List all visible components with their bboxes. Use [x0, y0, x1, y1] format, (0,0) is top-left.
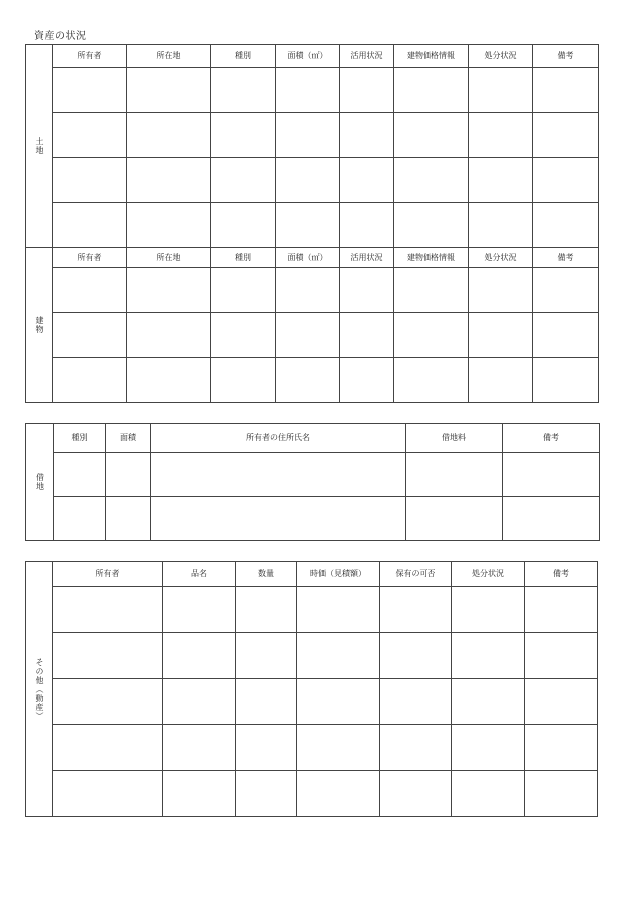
land-col-owner: 所有者 [53, 45, 127, 68]
land-cell-owner[interactable] [53, 158, 127, 203]
other-cell-quantity[interactable] [236, 679, 297, 725]
other-cell-quantity[interactable] [236, 587, 297, 633]
land-cell-type[interactable] [211, 158, 276, 203]
leased-land-cell-type[interactable] [54, 453, 106, 497]
leased-land-cell-owner-address[interactable] [151, 453, 406, 497]
land-col-remarks: 備考 [533, 45, 599, 68]
land-cell-location[interactable] [127, 68, 211, 113]
other-cell-owner[interactable] [53, 679, 163, 725]
other-col-market-value: 時価（見積額） [297, 562, 380, 587]
building-cell-price-info[interactable] [394, 358, 469, 403]
leased-land-col-remarks: 備考 [503, 424, 600, 453]
land-cell-remarks[interactable] [533, 158, 599, 203]
other-cell-owner[interactable] [53, 771, 163, 817]
table-row [26, 633, 598, 679]
other-cell-quantity[interactable] [236, 771, 297, 817]
land-col-usage: 活用状況 [340, 45, 394, 68]
other-col-retention: 保有の可否 [380, 562, 452, 587]
land-side-cell [26, 45, 53, 248]
leased-land-side-cell [26, 424, 54, 541]
table-row [26, 725, 598, 771]
building-cell-location[interactable] [127, 358, 211, 403]
land-cell-area[interactable] [276, 113, 340, 158]
other-cell-market-value[interactable] [297, 771, 380, 817]
leased-land-col-owner-address: 所有者の住所氏名 [151, 424, 406, 453]
other-col-disposal: 処分状況 [452, 562, 525, 587]
other-cell-item-name[interactable] [163, 587, 236, 633]
other-cell-retention[interactable] [380, 587, 452, 633]
land-col-disposal: 処分状況 [469, 45, 533, 68]
land-cell-usage[interactable] [340, 68, 394, 113]
land-cell-area[interactable] [276, 68, 340, 113]
building-cell-usage[interactable] [340, 313, 394, 358]
building-cell-area[interactable] [276, 313, 340, 358]
leased-land-table [25, 423, 600, 541]
building-col-price-info: 建物価格情報 [394, 248, 469, 268]
building-cell-disposal[interactable] [469, 358, 533, 403]
other-col-remarks: 備考 [525, 562, 598, 587]
table-row [26, 587, 598, 633]
land-cell-area[interactable] [276, 158, 340, 203]
land-cell-location[interactable] [127, 158, 211, 203]
other-cell-quantity[interactable] [236, 633, 297, 679]
leased-land-side-label: 借地 [35, 473, 45, 491]
building-cell-disposal[interactable] [469, 313, 533, 358]
leased-land-cell-remarks[interactable] [503, 497, 600, 541]
other-cell-remarks[interactable] [525, 771, 598, 817]
building-cell-owner[interactable] [53, 358, 127, 403]
building-cell-area[interactable] [276, 268, 340, 313]
land-cell-remarks[interactable] [533, 203, 599, 248]
table-row [26, 313, 599, 358]
building-cell-location[interactable] [127, 313, 211, 358]
other-cell-disposal[interactable] [452, 725, 525, 771]
other-cell-remarks[interactable] [525, 633, 598, 679]
land-cell-price-info[interactable] [394, 113, 469, 158]
land-cell-location[interactable] [127, 203, 211, 248]
other-cell-disposal[interactable] [452, 771, 525, 817]
building-header-row [26, 248, 599, 268]
page-title: 資産の状況 [34, 31, 87, 42]
building-col-disposal: 処分状況 [469, 248, 533, 268]
land-col-area: 面積（㎡） [276, 45, 340, 68]
building-cell-remarks[interactable] [533, 313, 599, 358]
other-cell-market-value[interactable] [297, 725, 380, 771]
land-cell-remarks[interactable] [533, 113, 599, 158]
other-cell-owner[interactable] [53, 587, 163, 633]
building-side-cell [26, 248, 53, 403]
table-row [26, 771, 598, 817]
building-cell-type[interactable] [211, 313, 276, 358]
table-row [26, 453, 600, 497]
building-col-owner: 所有者 [53, 248, 127, 268]
table-row [26, 203, 599, 248]
other-col-owner: 所有者 [53, 562, 163, 587]
other-cell-item-name[interactable] [163, 633, 236, 679]
leased-land-col-area: 面積 [106, 424, 151, 453]
table-row [26, 113, 599, 158]
table-row [26, 497, 600, 541]
other-cell-retention[interactable] [380, 771, 452, 817]
other-side-label: その他（動産） [35, 657, 44, 721]
land-cell-owner[interactable] [53, 113, 127, 158]
table-row [26, 679, 598, 725]
other-header-row [26, 562, 598, 587]
land-col-type: 種別 [211, 45, 276, 68]
leased-land-cell-area[interactable] [106, 497, 151, 541]
leased-land-header-row [26, 424, 600, 453]
other-cell-item-name[interactable] [163, 725, 236, 771]
other-cell-owner[interactable] [53, 633, 163, 679]
other-cell-market-value[interactable] [297, 587, 380, 633]
land-cell-usage[interactable] [340, 203, 394, 248]
land-side-label: 土地 [35, 137, 44, 155]
leased-land-cell-type[interactable] [54, 497, 106, 541]
land-header-row [26, 45, 599, 68]
building-col-area: 面積（㎡） [276, 248, 340, 268]
land-cell-usage[interactable] [340, 113, 394, 158]
other-cell-item-name[interactable] [163, 679, 236, 725]
leased-land-cell-rent[interactable] [406, 453, 503, 497]
other-col-quantity: 数量 [236, 562, 297, 587]
other-cell-disposal[interactable] [452, 679, 525, 725]
other-cell-retention[interactable] [380, 679, 452, 725]
building-cell-price-info[interactable] [394, 268, 469, 313]
building-cell-type[interactable] [211, 358, 276, 403]
other-cell-market-value[interactable] [297, 633, 380, 679]
other-assets-table [25, 561, 598, 817]
building-cell-type[interactable] [211, 268, 276, 313]
leased-land-col-rent: 借地料 [406, 424, 503, 453]
building-side-label: 建物 [35, 316, 44, 334]
land-col-location: 所在地 [127, 45, 211, 68]
building-cell-owner[interactable] [53, 268, 127, 313]
other-cell-owner[interactable] [53, 725, 163, 771]
leased-land-cell-owner-address[interactable] [151, 497, 406, 541]
land-cell-type[interactable] [211, 203, 276, 248]
building-cell-usage[interactable] [340, 358, 394, 403]
land-cell-owner[interactable] [53, 203, 127, 248]
other-cell-item-name[interactable] [163, 771, 236, 817]
building-col-type: 種別 [211, 248, 276, 268]
table-row [26, 268, 599, 313]
building-cell-price-info[interactable] [394, 313, 469, 358]
land-cell-type[interactable] [211, 113, 276, 158]
table-row [26, 68, 599, 113]
land-cell-disposal[interactable] [469, 68, 533, 113]
building-col-remarks: 備考 [533, 248, 599, 268]
table-row [26, 158, 599, 203]
leased-land-cell-remarks[interactable] [503, 453, 600, 497]
other-cell-disposal[interactable] [452, 587, 525, 633]
other-cell-remarks[interactable] [525, 679, 598, 725]
table-row [26, 358, 599, 403]
land-cell-type[interactable] [211, 68, 276, 113]
land-building-table [25, 44, 599, 403]
other-cell-market-value[interactable] [297, 679, 380, 725]
land-cell-remarks[interactable] [533, 68, 599, 113]
land-cell-disposal[interactable] [469, 203, 533, 248]
building-col-location: 所在地 [127, 248, 211, 268]
other-cell-remarks[interactable] [525, 725, 598, 771]
leased-land-col-type: 種別 [54, 424, 106, 453]
land-cell-price-info[interactable] [394, 68, 469, 113]
other-col-item-name: 品名 [163, 562, 236, 587]
building-cell-usage[interactable] [340, 268, 394, 313]
building-cell-area[interactable] [276, 358, 340, 403]
building-cell-remarks[interactable] [533, 358, 599, 403]
other-side-cell [26, 562, 53, 817]
land-cell-price-info[interactable] [394, 203, 469, 248]
other-cell-disposal[interactable] [452, 633, 525, 679]
land-cell-area[interactable] [276, 203, 340, 248]
building-cell-disposal[interactable] [469, 268, 533, 313]
land-cell-disposal[interactable] [469, 113, 533, 158]
land-cell-disposal[interactable] [469, 158, 533, 203]
land-cell-location[interactable] [127, 113, 211, 158]
land-col-price-info: 建物価格情報 [394, 45, 469, 68]
building-cell-owner[interactable] [53, 313, 127, 358]
other-cell-quantity[interactable] [236, 725, 297, 771]
land-cell-owner[interactable] [53, 68, 127, 113]
land-cell-price-info[interactable] [394, 158, 469, 203]
other-cell-remarks[interactable] [525, 587, 598, 633]
building-col-usage: 活用状況 [340, 248, 394, 268]
leased-land-cell-area[interactable] [106, 453, 151, 497]
leased-land-cell-rent[interactable] [406, 497, 503, 541]
other-cell-retention[interactable] [380, 725, 452, 771]
building-cell-remarks[interactable] [533, 268, 599, 313]
land-cell-usage[interactable] [340, 158, 394, 203]
building-cell-location[interactable] [127, 268, 211, 313]
other-cell-retention[interactable] [380, 633, 452, 679]
